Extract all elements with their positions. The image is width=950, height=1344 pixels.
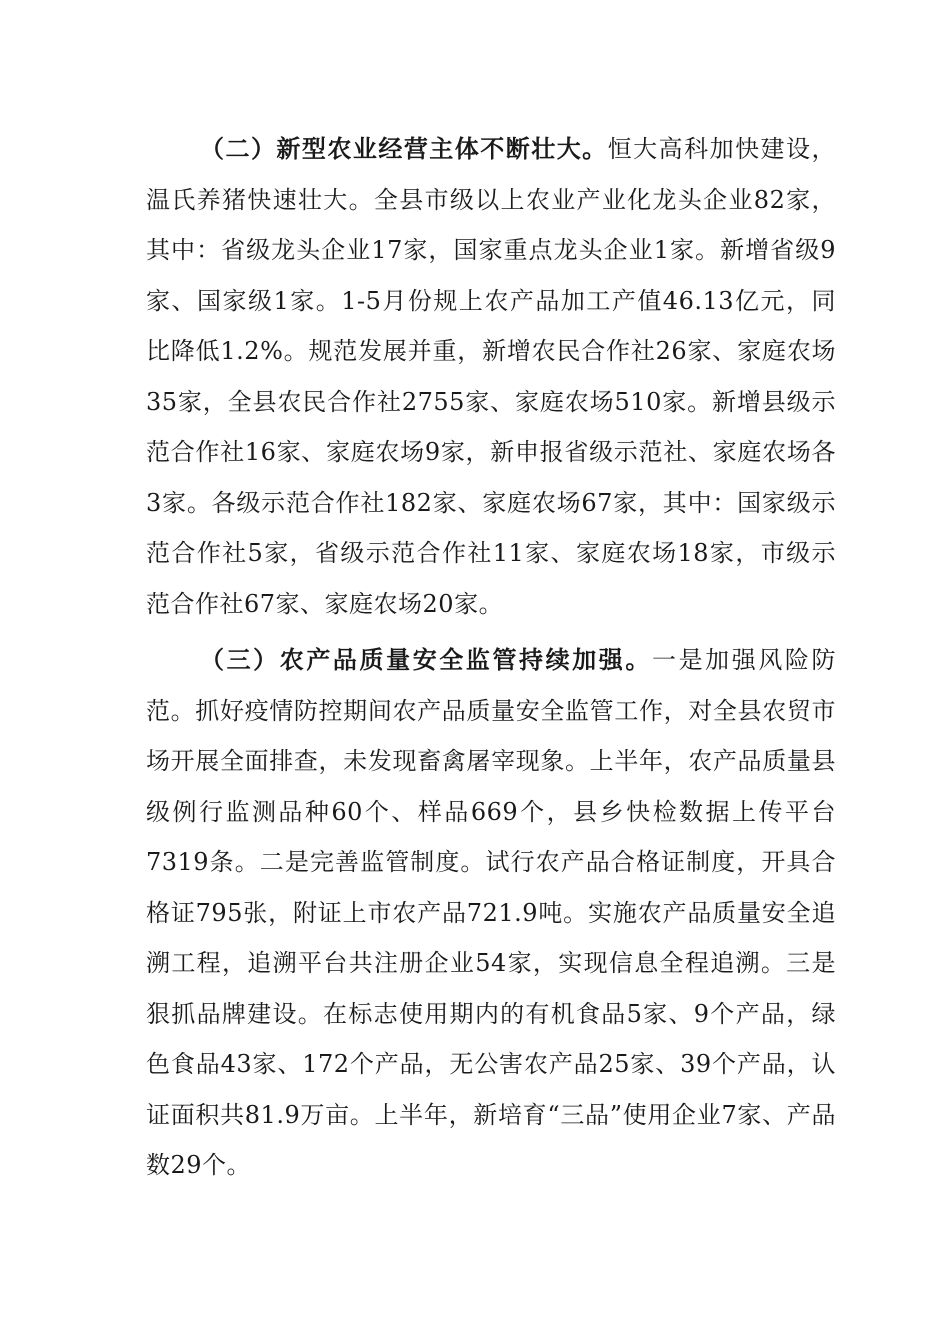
paragraph-heading: （三）农产品质量安全监管持续加强。 [200,646,652,674]
paragraph-quality-safety-supervision [146,635,836,1191]
paragraph-new-agricultural-entities [146,124,836,629]
paragraph-text: 一是加强风险防范。抓好疫情防控期间农产品质量安全监管工作，对全县农贸市场开展全面排查，未发现畜禽屠宰现象。上半年，农产品质量县级例行监测品种60个、样品669个，县乡快检数据上传平台7319条。二是完善监管制度。试行农产品合格证制度，开具合格证795张，附证上市农产品721.9吨。实施农产品质量安全追溯工程，追溯平台共注册企业54家，实现信息全程追溯。三是狠抓品牌建设。在标志使用期内的有机食品5家、9个产品，绿色食品43家、172个产品，无公害农产品25家、39个产品，认证面积共81.9万亩。上半年，新培育“三品”使用企业7家、产品数29个。 [146,646,837,1179]
paragraph-text: 恒大高科加快建设，温氏养猪快速壮大。全县市级以上农业产业化龙头企业82家，其中：省级龙头企业17家，国家重点龙头企业1家。新增省级9家、国家级1家。1-5月份规上农产品加工产值46.13亿元，同比降低1.2%。规范发展并重，新增农民合作社26家、家庭农场35家，全县农民合作社2755家、家庭农场510家。新增县级示范合作社16家、家庭农场9家，新申报省级示范社、家庭农场各3家。各级示范合作社182家、家庭农场67家，其中：国家级示范合作社5家，省级示范合作社11家、家庭农场18家，市级示范合作社67家、家庭农场20家。 [146,135,837,618]
paragraph-heading: （二）新型农业经营主体不断壮大。 [200,135,608,163]
document-body [146,124,836,1191]
